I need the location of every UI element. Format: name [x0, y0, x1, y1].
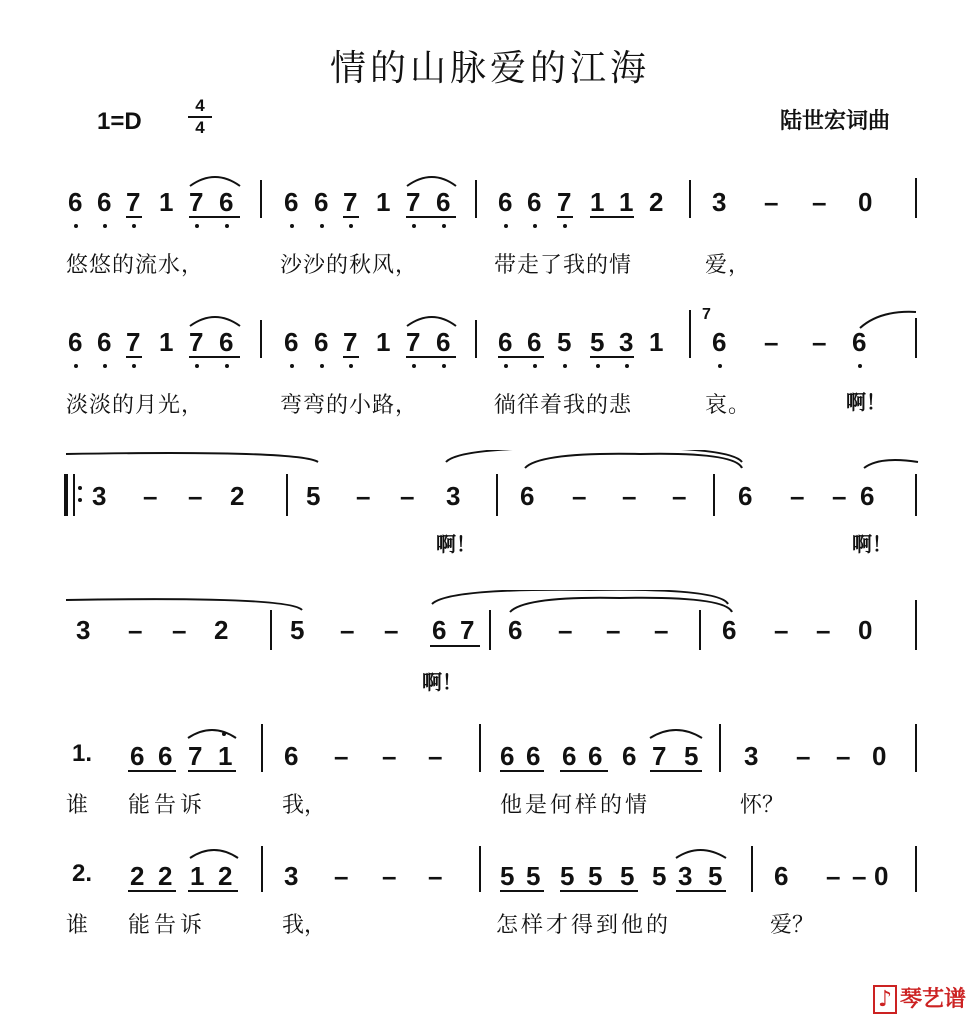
svg-text:7: 7	[460, 615, 475, 645]
logo-icon: ♪	[873, 985, 897, 1014]
svg-text:7: 7	[126, 327, 141, 357]
svg-text:6: 6	[219, 187, 234, 217]
svg-text:5: 5	[620, 861, 635, 891]
svg-text:2: 2	[218, 861, 233, 891]
svg-text:5: 5	[588, 861, 603, 891]
svg-text:–: –	[188, 481, 203, 511]
svg-text:–: –	[572, 481, 587, 511]
svg-text:–: –	[128, 615, 143, 645]
svg-text:6: 6	[498, 187, 513, 217]
lyric-5c: 我，	[282, 793, 327, 818]
svg-text:6: 6	[622, 741, 637, 771]
svg-text:–: –	[836, 741, 851, 771]
lyric-2d: 哀。	[705, 393, 752, 418]
svg-text:–: –	[812, 187, 827, 217]
svg-text:7: 7	[189, 327, 204, 357]
svg-text:6: 6	[498, 327, 513, 357]
svg-text:7: 7	[126, 187, 141, 217]
svg-text:6: 6	[436, 327, 451, 357]
svg-text:–: –	[340, 615, 355, 645]
lyric-1d: 爱，	[705, 253, 752, 278]
lyric-6e: 爱？	[770, 913, 815, 938]
svg-text:–: –	[356, 481, 371, 511]
svg-text:5: 5	[557, 327, 572, 357]
svg-text:2: 2	[214, 615, 229, 645]
svg-text:5: 5	[560, 861, 575, 891]
lyric-6b: 能告诉	[128, 913, 207, 938]
svg-text:1: 1	[619, 187, 634, 217]
svg-text:6: 6	[219, 327, 234, 357]
svg-text:6: 6	[68, 187, 83, 217]
svg-text:7: 7	[343, 327, 358, 357]
lyric-1b: 沙沙的秋风，	[280, 253, 419, 278]
svg-text:–: –	[764, 327, 779, 357]
svg-text:3: 3	[619, 327, 634, 357]
svg-text:–: –	[672, 481, 687, 511]
svg-text:3: 3	[712, 187, 727, 217]
svg-text:–: –	[334, 861, 349, 891]
lyric-2a: 淡淡的月光，	[66, 393, 205, 418]
svg-text:6: 6	[562, 741, 577, 771]
lyric-2e: 啊！	[846, 390, 886, 414]
lyric-1a: 悠悠的流水，	[66, 253, 205, 278]
svg-text:6: 6	[588, 741, 603, 771]
volta-mark: 7	[702, 306, 711, 323]
svg-text:6: 6	[68, 327, 83, 357]
svg-text:6: 6	[500, 741, 515, 771]
svg-text:5: 5	[500, 861, 515, 891]
svg-text:6: 6	[314, 327, 329, 357]
svg-text:1: 1	[376, 187, 391, 217]
svg-text:7: 7	[406, 187, 421, 217]
svg-text:2: 2	[130, 861, 145, 891]
svg-text:6: 6	[97, 187, 112, 217]
ending-1: 1.	[72, 740, 93, 767]
svg-text:5: 5	[708, 861, 723, 891]
svg-text:1: 1	[190, 861, 205, 891]
time-bottom: 4	[195, 118, 205, 137]
svg-text:7: 7	[652, 741, 667, 771]
svg-text:–: –	[796, 741, 811, 771]
svg-text:1: 1	[376, 327, 391, 357]
svg-text:6: 6	[432, 615, 447, 645]
svg-text:–: –	[832, 481, 847, 511]
svg-text:6: 6	[722, 615, 737, 645]
svg-text:7: 7	[189, 187, 204, 217]
svg-text:3: 3	[678, 861, 693, 891]
svg-text:1: 1	[590, 187, 605, 217]
lyric-5a: 谁	[66, 793, 89, 818]
svg-text:–: –	[774, 615, 789, 645]
svg-text:3: 3	[92, 481, 107, 511]
svg-text:7: 7	[188, 741, 203, 771]
svg-text:2: 2	[649, 187, 664, 217]
svg-text:6: 6	[130, 741, 145, 771]
site-logo	[873, 982, 966, 1013]
svg-text:5: 5	[306, 481, 321, 511]
svg-text:1: 1	[159, 327, 174, 357]
svg-text:7: 7	[406, 327, 421, 357]
svg-text:–: –	[428, 741, 443, 771]
svg-text:2: 2	[230, 481, 245, 511]
svg-text:6: 6	[284, 327, 299, 357]
svg-text:6: 6	[852, 327, 867, 357]
staff-1-graphics	[0, 170, 980, 250]
svg-text:3: 3	[284, 861, 299, 891]
svg-text:6: 6	[526, 741, 541, 771]
key-signature: 1=D	[97, 108, 142, 135]
lyric-6c: 我，	[282, 913, 327, 938]
ending-2: 2.	[72, 860, 93, 887]
staff-3-graphics	[0, 450, 980, 530]
lyric-5d: 他是何样的情	[500, 793, 651, 818]
svg-text:5: 5	[590, 327, 605, 357]
svg-text:3: 3	[446, 481, 461, 511]
svg-text:–: –	[812, 327, 827, 357]
svg-text:–: –	[334, 741, 349, 771]
svg-text:6: 6	[97, 327, 112, 357]
lyric-6a: 谁	[66, 913, 89, 938]
svg-text:–: –	[654, 615, 669, 645]
lyric-6d: 怎样才得到他的	[496, 913, 672, 938]
svg-text:–: –	[172, 615, 187, 645]
svg-text:–: –	[764, 187, 779, 217]
svg-text:–: –	[790, 481, 805, 511]
svg-text:0: 0	[858, 187, 873, 217]
time-top: 4	[195, 96, 205, 115]
lyric-3b: 啊！	[852, 532, 892, 556]
svg-text:5: 5	[652, 861, 667, 891]
svg-text:6: 6	[158, 741, 173, 771]
lyric-5b: 能告诉	[128, 793, 207, 818]
svg-text:6: 6	[508, 615, 523, 645]
svg-text:–: –	[400, 481, 415, 511]
svg-text:6: 6	[284, 187, 299, 217]
staff-4-graphics	[0, 590, 980, 670]
lyric-2b: 弯弯的小路，	[280, 393, 419, 418]
svg-text:7: 7	[557, 187, 572, 217]
lyric-5e: 怀？	[740, 793, 785, 818]
svg-text:5: 5	[290, 615, 305, 645]
staff-2-graphics	[0, 310, 980, 390]
svg-text:–: –	[428, 861, 443, 891]
lyric-1c: 带走了我的情	[494, 253, 633, 278]
author: 陆世宏词曲	[779, 109, 890, 134]
svg-text:0: 0	[872, 741, 887, 771]
svg-text:–: –	[143, 481, 158, 511]
svg-text:1: 1	[649, 327, 664, 357]
svg-text:7: 7	[343, 187, 358, 217]
svg-text:6: 6	[314, 187, 329, 217]
svg-text:3: 3	[744, 741, 759, 771]
svg-text:6: 6	[527, 187, 542, 217]
time-signature	[188, 97, 212, 137]
svg-text:–: –	[382, 861, 397, 891]
svg-text:–: –	[622, 481, 637, 511]
song-title: 情的山脉爱的江海	[329, 48, 650, 89]
lyric-2c: 徜徉着我的悲	[494, 393, 633, 418]
svg-text:3: 3	[76, 615, 91, 645]
svg-text:0: 0	[874, 861, 889, 891]
svg-text:6: 6	[738, 481, 753, 511]
svg-text:–: –	[382, 741, 397, 771]
svg-text:6: 6	[712, 327, 727, 357]
svg-text:1: 1	[218, 741, 233, 771]
svg-text:–: –	[384, 615, 399, 645]
svg-text:6: 6	[527, 327, 542, 357]
logo-text: 琴艺谱	[899, 987, 966, 1012]
svg-text:–: –	[826, 861, 841, 891]
lyric-4a: 啊！	[422, 670, 462, 694]
svg-text:6: 6	[436, 187, 451, 217]
svg-text:–: –	[852, 861, 867, 891]
svg-text:1: 1	[159, 187, 174, 217]
svg-text:2: 2	[158, 861, 173, 891]
svg-text:6: 6	[284, 741, 299, 771]
svg-text:–: –	[558, 615, 573, 645]
svg-text:6: 6	[860, 481, 875, 511]
svg-text:–: –	[816, 615, 831, 645]
svg-text:5: 5	[526, 861, 541, 891]
svg-text:6: 6	[774, 861, 789, 891]
svg-text:5: 5	[684, 741, 699, 771]
svg-text:0: 0	[858, 615, 873, 645]
svg-text:–: –	[606, 615, 621, 645]
svg-text:6: 6	[520, 481, 535, 511]
lyric-3a: 啊！	[436, 532, 476, 556]
